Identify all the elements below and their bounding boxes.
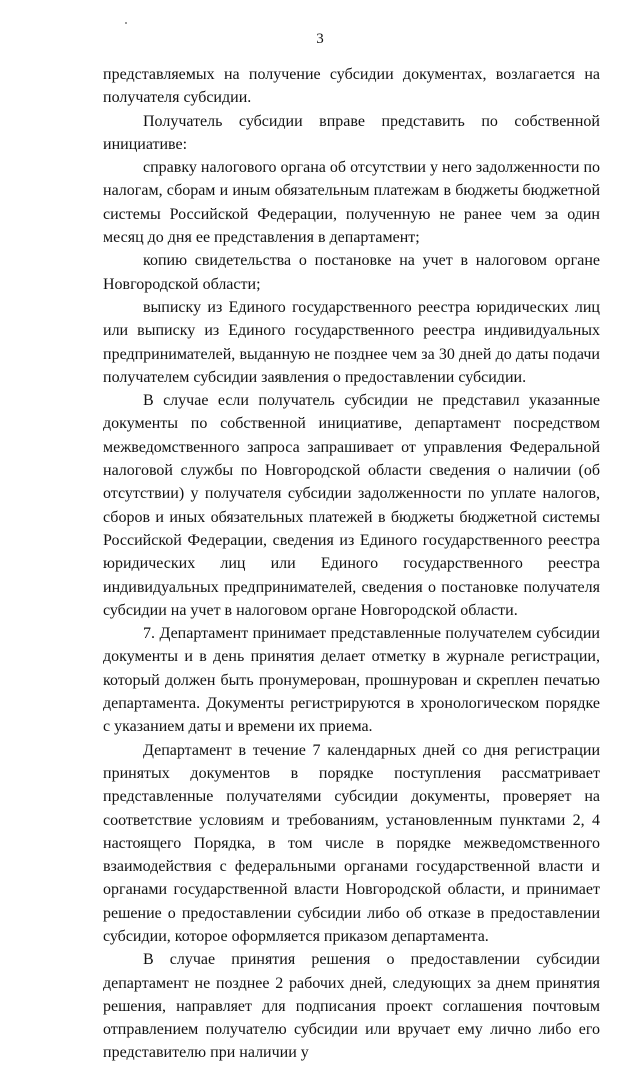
document-body <box>103 63 600 1065</box>
paragraph: выписку из Единого государственного реестра юридических лиц или выписку из Единого государственного реестра индивидуальных предпринимателей, выданную не позднее чем за 30 дней до даты подачи получателем субсидии заявления о предоставлении субсидии. <box>103 298 600 386</box>
paragraph: В случае принятия решения о предоставлении субсидии департамент не позднее 2 рабочих дней, следующих за днем принятия решения, направляет для подписания проект соглашения почтовым отправлением получателю субсидии или вручает ему лично либо его представителю при наличии у <box>103 951 600 1062</box>
paragraph: В случае если получатель субсидии не представил указанные документы по собственной инициативе, департамент посредством межведомственного запроса запрашивает от управления Федеральной налоговой службы по Новгородской области сведения о наличии (об отсутствии) у получателя субсидии задолженности по уплате налогов, сборов и иных обязательных платежей в бюджеты бюджетной системы Российской Федерации, сведения из Единого государственного реестра юридических лиц или Единого государственного реестра индивидуальных предпринимателей, сведения о постановке получателя субсидии на учет в налоговом органе Новгородской области. <box>103 392 600 619</box>
paragraph: копию свидетельства о постановке на учет в налоговом органе Новгородской области; <box>103 252 600 293</box>
paragraph: 7. Департамент принимает представленные получателем субсидии документы и в день принятия делает отметку в журнале регистрации, который должен быть пронумерован, прошнурован и скреплен печатью департамента. Документы регистрируются в хронологическом порядке с указанием даты и времени их приема. <box>103 625 600 736</box>
page-number: 3 <box>316 31 324 47</box>
paragraph: представляемых на получение субсидии документах, возлагается на получателя субсидии. <box>103 66 600 107</box>
paragraph: Получатель субсидии вправе представить по собственной инициативе: <box>103 112 600 153</box>
paragraph: справку налогового органа об отсутствии у него задолженности по налогам, сборам и иным обязательным платежам в бюджеты бюджетной системы Российской Федерации, полученную не ранее чем за один месяц до дня ее представления в департамент; <box>103 159 600 247</box>
scan-speck <box>125 22 127 24</box>
paragraph: Департамент в течение 7 календарных дней со дня регистрации принятых документов в порядке поступления рассматривает представленные получателями субсидии документы, проверяет на соответствие условиям и требованиям, установленным пунктами 2, 4 настоящего Порядка, в том числе в порядке межведомственного взаимодействия с федеральными органами государственной власти и органами государственной власти Новгородской области, и принимает решение о предоставлении субсидии либо об отказе в предоставлении субсидии, которое оформляется приказом департамента. <box>103 741 600 945</box>
